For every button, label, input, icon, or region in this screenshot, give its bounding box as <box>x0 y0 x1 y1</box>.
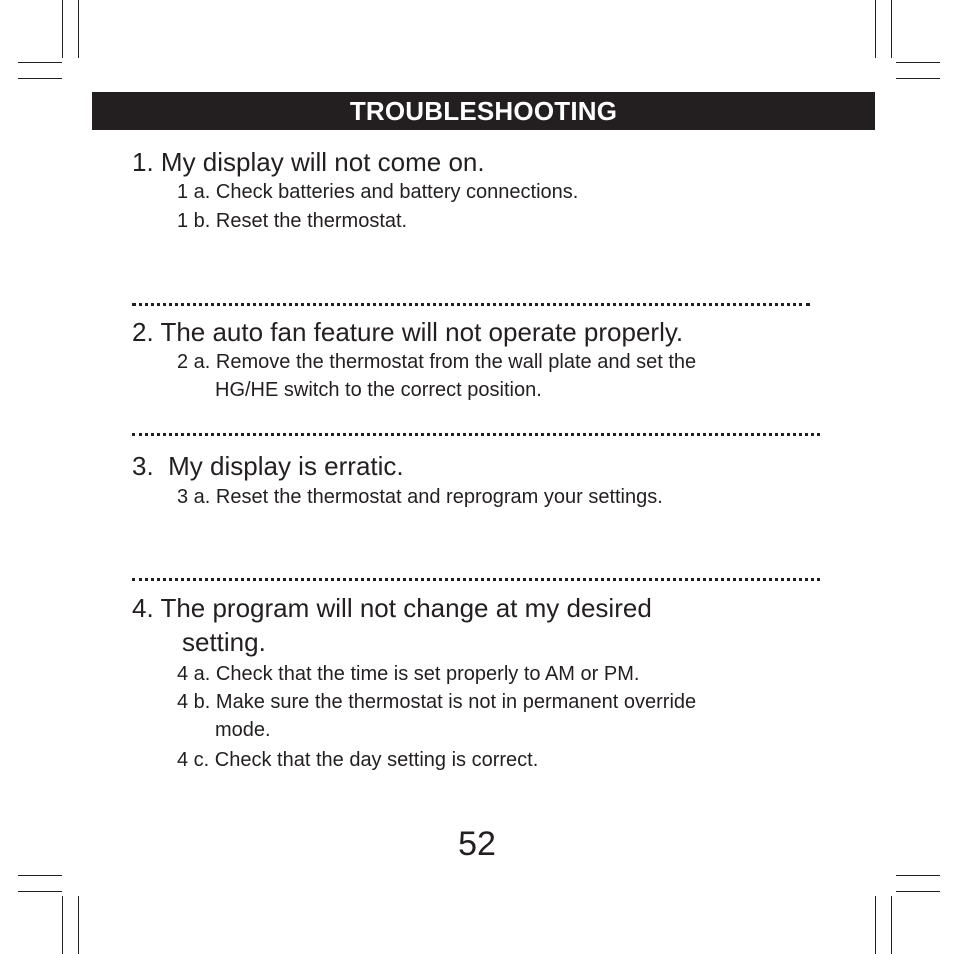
question-3: 3. My display is erratic. <box>132 451 404 481</box>
answer-2a-line1: 2 a. Remove the thermostat from the wall plate and set the <box>177 351 697 373</box>
question-2: 2. The auto fan feature will not operate properly. <box>132 317 684 347</box>
question-1: 1. My display will not come on. <box>132 147 485 177</box>
crop-mark <box>875 0 876 58</box>
crop-mark <box>18 62 62 63</box>
crop-mark <box>18 875 62 876</box>
crop-mark <box>875 896 876 954</box>
page-number: 52 <box>458 825 496 863</box>
answer-1b: 1 b. Reset the thermostat. <box>177 210 408 232</box>
answer-2a-line2: HG/HE switch to the correct position. <box>215 379 542 401</box>
answer-4c: 4 c. Check that the day setting is correct. <box>177 749 539 771</box>
section-title-bar <box>92 92 875 130</box>
question-4-line1: 4. The program will not change at my desired <box>132 593 652 623</box>
crop-mark <box>891 896 892 954</box>
crop-mark <box>896 78 940 79</box>
answer-2a <box>177 348 696 404</box>
dotted-divider <box>132 303 810 306</box>
question-4-line2: setting. <box>182 627 266 657</box>
crop-mark <box>896 875 940 876</box>
crop-mark <box>78 0 79 58</box>
crop-mark <box>896 891 940 892</box>
answer-4b <box>177 688 696 744</box>
question-4 <box>132 591 652 659</box>
answer-1a: 1 a. Check batteries and battery connections. <box>177 181 579 203</box>
answer-4b-line2: mode. <box>215 719 271 741</box>
crop-mark <box>896 62 940 63</box>
dotted-divider <box>132 433 820 436</box>
crop-mark <box>62 0 63 58</box>
dotted-divider <box>132 578 820 581</box>
crop-mark <box>62 896 63 954</box>
answer-4a: 4 a. Check that the time is set properly to AM or PM. <box>177 663 640 685</box>
answer-3a: 3 a. Reset the thermostat and reprogram your settings. <box>177 486 663 508</box>
crop-mark <box>18 891 62 892</box>
section-title: TROUBLESHOOTING <box>349 96 618 126</box>
answer-4b-line1: 4 b. Make sure the thermostat is not in permanent override <box>177 691 697 713</box>
crop-mark <box>78 896 79 954</box>
crop-mark <box>891 0 892 58</box>
crop-mark <box>18 78 62 79</box>
